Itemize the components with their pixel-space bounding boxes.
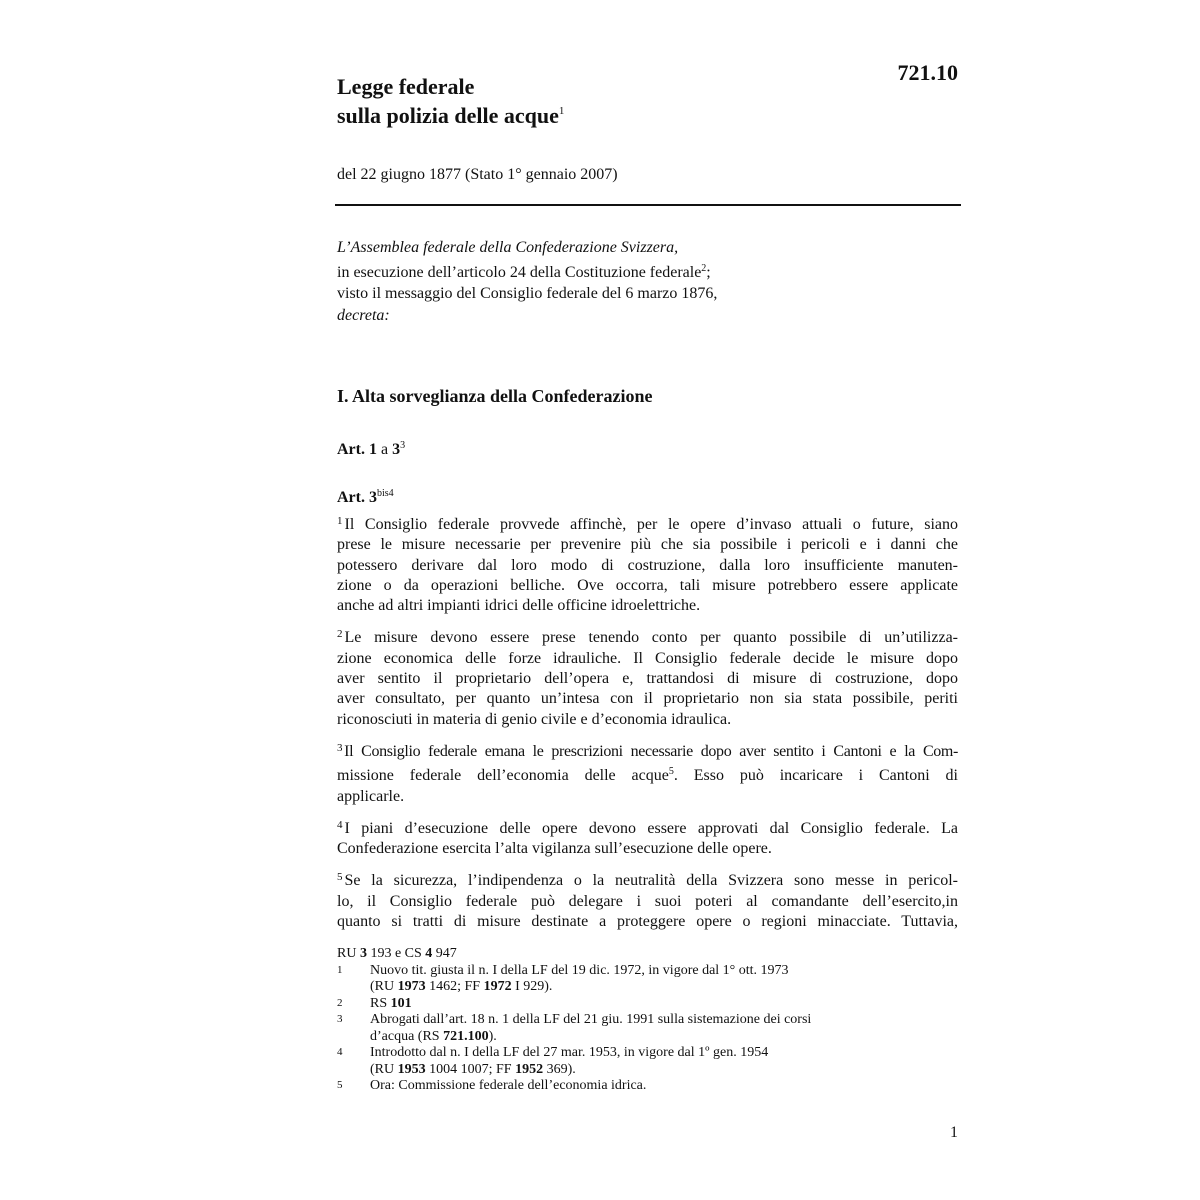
paragraph-line: potessero derivare dal loro modo di costruzione, dalla loro insufficiente manuten- bbox=[337, 556, 958, 574]
footnote-ref-2[interactable]: 2 bbox=[701, 263, 707, 274]
footnote-line bbox=[370, 1062, 958, 1079]
paragraph-line: zione o da operazioni belliche. Ove occorra, tali misure potrebbero essere applicate bbox=[337, 576, 958, 594]
preamble-line-2 bbox=[337, 258, 962, 283]
footnote-line: Nuovo tit. giusta il n. I della LF del 19 dic. 1972, in vigore dal 1° ott. 1973 bbox=[370, 962, 789, 978]
footnote-fragment: d’acqua (RS bbox=[370, 1028, 440, 1044]
footnote-fragment: (RU bbox=[370, 1061, 395, 1077]
footnote-line bbox=[370, 996, 958, 1013]
footnote-number: 5 bbox=[337, 1079, 343, 1091]
footnote-text bbox=[370, 1012, 958, 1045]
source-volume: 4 bbox=[425, 946, 433, 961]
footnote-line bbox=[370, 979, 958, 996]
paragraph-line: aver sentito il proprietario dell’opera e, trattandosi di misure di costruzione, dopo bbox=[337, 670, 958, 688]
footnote-1 bbox=[337, 963, 958, 996]
preamble bbox=[337, 237, 962, 326]
paragraph-line-text: Il Consiglio federale provvede affinchè, per le opere d’invaso attuali o future, siano bbox=[344, 516, 958, 533]
title-line-2-text: sulla polizia delle acque bbox=[337, 103, 559, 128]
header-divider bbox=[335, 204, 961, 206]
article-1-3-heading bbox=[337, 436, 405, 460]
paragraph-4 bbox=[337, 815, 958, 860]
paragraph-line-text: . Esso può incaricare i Cantoni di bbox=[673, 767, 959, 785]
footnote-fragment: RS bbox=[370, 995, 388, 1011]
paragraph-line bbox=[337, 624, 958, 648]
paragraph-line bbox=[337, 867, 958, 891]
article-1-3-from: 1 bbox=[368, 441, 377, 458]
footnotes bbox=[337, 946, 958, 1095]
paragraph-line: lo, il Consiglio federale può delegare i suoi poteri al comandante dell’esercito,in bbox=[337, 892, 958, 910]
preamble-line-3: visto il messaggio del Consiglio federale del 6 marzo 1876, bbox=[337, 285, 718, 302]
preamble-assembly: L’Assemblea federale della Confederazione Svizzera, bbox=[337, 239, 679, 256]
footnote-4 bbox=[337, 1045, 958, 1078]
footnote-fragment: ). bbox=[488, 1028, 497, 1044]
footnote-fragment: 1972 bbox=[483, 979, 512, 994]
law-title bbox=[337, 74, 564, 128]
footnote-fragment: 721.100 bbox=[443, 1028, 489, 1044]
paragraph-1 bbox=[337, 511, 958, 616]
article-3bis-body bbox=[337, 511, 958, 940]
paragraph-line bbox=[337, 511, 958, 535]
paragraph-line-text: missione federale dell’economia delle acque bbox=[337, 767, 669, 785]
source-text: 193 e CS bbox=[370, 946, 422, 961]
paragraph-number: 2 bbox=[337, 628, 343, 641]
title-line-1: Legge federale bbox=[337, 74, 475, 99]
paragraph-5 bbox=[337, 867, 958, 932]
footnote-line: Introdotto dal n. I della LF del 27 mar. 1953, in vigore dal 1º gen. 1954 bbox=[370, 1045, 769, 1060]
footnote-5 bbox=[337, 1078, 958, 1095]
footnote-ref-4[interactable]: bis4 bbox=[376, 488, 394, 499]
paragraph-number: 3 bbox=[337, 741, 343, 754]
paragraph-line: riconosciuti in materia di genio civile e d’economia idraulica. bbox=[337, 710, 732, 728]
footnote-3 bbox=[337, 1012, 958, 1045]
footnote-fragment: 1004 1007; FF bbox=[429, 1061, 512, 1077]
footnote-ref-3[interactable]: 3 bbox=[400, 440, 406, 451]
paragraph-number: 5 bbox=[337, 871, 343, 884]
preamble-line-2-text: in esecuzione dell’articolo 24 della Costituzione federale bbox=[337, 264, 702, 281]
preamble-decreta: decreta: bbox=[337, 307, 390, 324]
paragraph-line bbox=[337, 738, 958, 762]
paragraph-number: 1 bbox=[337, 515, 343, 527]
footnote-number: 1 bbox=[337, 963, 343, 976]
source-text: 947 bbox=[435, 946, 457, 961]
footnote-line bbox=[370, 1029, 958, 1046]
footnote-number: 2 bbox=[337, 996, 343, 1009]
footnote-ref-5[interactable]: 5 bbox=[668, 766, 674, 778]
footnote-ref-1[interactable]: 1 bbox=[558, 105, 565, 117]
source-prefix: RU bbox=[337, 946, 357, 961]
title-line-2 bbox=[337, 99, 564, 128]
footnote-fragment: 1953 bbox=[397, 1061, 426, 1077]
footnote-fragment: 1973 bbox=[397, 979, 426, 994]
footnote-line: Ora: Commissione federale dell’economia idrica. bbox=[370, 1078, 647, 1093]
footnote-fragment: 101 bbox=[390, 995, 412, 1011]
source-volume: 3 bbox=[359, 946, 367, 961]
paragraph-line-text: Le misure devono essere prese tenendo conto per quanto possibile di un’utilizza- bbox=[344, 629, 958, 647]
footnote-number: 4 bbox=[337, 1046, 343, 1058]
paragraph-line: anche ad altri impianti idrici delle officine idroelettriche. bbox=[337, 597, 701, 615]
footnote-fragment: 369). bbox=[546, 1061, 576, 1077]
footnote-text bbox=[370, 963, 958, 996]
footnote-fragment: (RU bbox=[370, 979, 395, 994]
paragraph-line: zione economica delle forze idrauliche. Il Consiglio federale decide le misure dopo bbox=[337, 649, 958, 667]
preamble-line-2-end: ; bbox=[706, 264, 711, 281]
footnote-text bbox=[370, 1045, 958, 1078]
footnote-line: Abrogati dall’art. 18 n. 1 della LF del 21 giu. 1991 sulla sistemazione dei corsi bbox=[370, 1012, 812, 1027]
footnote-text bbox=[370, 1078, 958, 1095]
article-1-3-sep: a bbox=[380, 441, 389, 458]
paragraph-number: 4 bbox=[337, 818, 343, 831]
article-1-3-to: 3 bbox=[392, 441, 401, 458]
footnote-number: 3 bbox=[337, 1013, 343, 1025]
paragraph-line: Confederazione esercita l’alta vigilanza sull’esecuzione delle opere. bbox=[337, 840, 772, 858]
article-1-3-prefix: Art. bbox=[337, 441, 365, 458]
footnote-fragment: I 929). bbox=[515, 979, 553, 994]
footnote-fragment: 1952 bbox=[515, 1061, 544, 1077]
article-3bis-prefix: Art. bbox=[337, 489, 365, 506]
paragraph-2 bbox=[337, 624, 958, 729]
paragraph-line: prese le misure necessarie per prevenire più che sia possibile i pericoli e i danni che bbox=[337, 536, 958, 554]
sr-number: 721.10 bbox=[897, 60, 958, 85]
section-heading: I. Alta sorveglianza della Confederazione bbox=[337, 386, 653, 406]
footnote-source bbox=[337, 946, 958, 963]
date-line: del 22 giugno 1877 (Stato 1° gennaio 2007) bbox=[337, 166, 618, 183]
footnote-fragment: 1462; FF bbox=[429, 979, 481, 994]
footnote-text bbox=[370, 996, 958, 1013]
page-number: 1 bbox=[950, 1124, 958, 1141]
paragraph-line-text: Il Consiglio federale emana le prescrizioni necessarie dopo aver sentito i Cantoni e la Com- bbox=[344, 742, 958, 760]
paragraph-3 bbox=[337, 738, 958, 807]
footnote-2 bbox=[337, 996, 958, 1013]
paragraph-line bbox=[337, 815, 958, 839]
paragraph-line-text: Se la sicurezza, l’indipendenza o la neutralità della Svizzera sono messe in pericol- bbox=[344, 872, 958, 890]
paragraph-line bbox=[337, 762, 958, 786]
paragraph-line-text: I piani d’esecuzione delle opere devono essere approvati dal Consiglio federale. La bbox=[344, 819, 958, 837]
article-3bis-heading bbox=[337, 484, 394, 508]
paragraph-line: quanto si tratti di misure destinate a proteggere opere o regioni minacciate. Tuttavia, bbox=[337, 913, 958, 931]
paragraph-line: aver consultato, per quanto un’intesa con il proprietario non sia stata possibile, periti bbox=[337, 690, 958, 708]
article-3bis-number: 3 bbox=[368, 489, 377, 506]
paragraph-line: applicarle. bbox=[337, 787, 405, 805]
